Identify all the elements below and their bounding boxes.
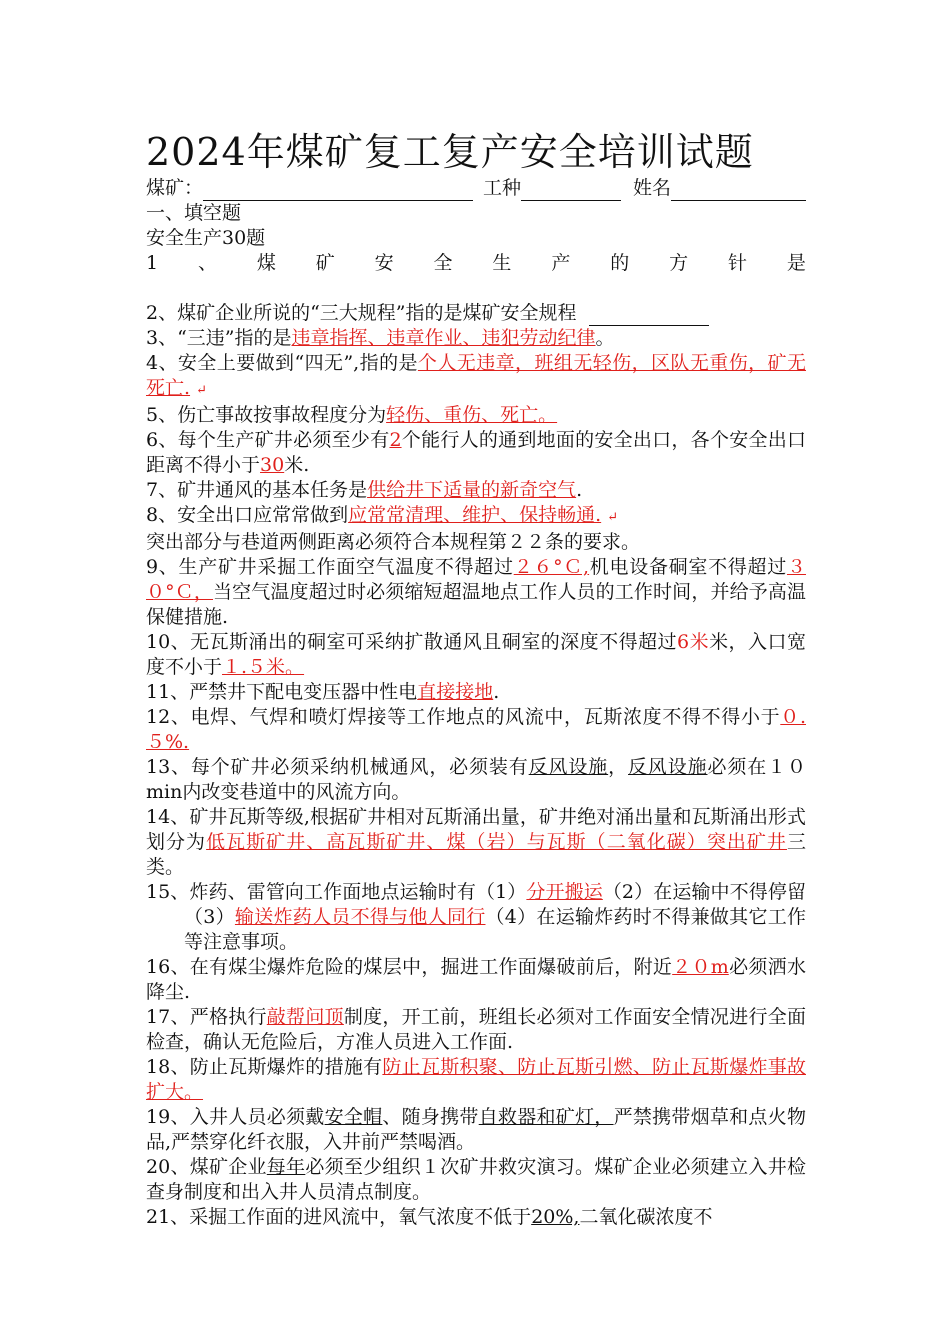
question-8: 8、安全出口应常常做到应常常清理、维护、保持畅通. ↵: [146, 504, 619, 526]
question-15: 15、炸药、雷管向工作面地点运输时有（1）分开搬运（2）在运输中不得停留（3）输送炸药人员不得与他人同行（4）在运输炸药时不得兼做其它工作等注意事项。: [146, 881, 806, 953]
question-16: 16、在有煤尘爆炸危险的煤层中，掘进工作面爆破前后，附近２０m必须洒水降尘.: [146, 956, 806, 1003]
mine-label: 煤矿：: [146, 177, 204, 199]
question-21: 21、采掘工作面的进风流中，氧气浓度不低于20%,二氧化碳浓度不: [146, 1206, 713, 1228]
edit-mark-icon: ↵: [607, 510, 619, 525]
question-20: 20、煤矿企业每年必须至少组织１次矿井救灾演习。煤矿企业必须建立入井检查身制度和出入井人员清点制度。: [146, 1156, 806, 1203]
mine-blank[interactable]: [203, 180, 473, 201]
question-13: 13、每个矿井必须采纳机械通风，必须装有反风设施，反风设施必须在１０min内改变巷道中的风流方向。: [146, 756, 806, 803]
question-1: 1 、 煤 矿 安 全 生 产 的 方 针 是: [146, 252, 806, 274]
question-4: 4、安全上要做到“四无”,指的是个人无违章，班组无轻伤，区队无重伤，矿无死亡. ↵: [146, 352, 806, 399]
job-label: 工种: [483, 177, 522, 199]
question-11: 11、严禁井下配电变压器中性电直接接地.: [146, 681, 500, 703]
question-2: 2、煤矿企业所说的“三大规程”指的是煤矿安全规程: [146, 301, 806, 326]
name-label: 姓名: [633, 177, 672, 199]
header-fields: [146, 176, 806, 201]
answer-blank[interactable]: [589, 307, 709, 326]
page-title: 2024年煤矿复工复产安全培训试题: [146, 130, 754, 174]
question-3: 3、“三违”指的是违章指挥、违章作业、违犯劳动纪律。: [146, 327, 615, 349]
question-18: 18、防止瓦斯爆炸的措施有防止瓦斯积聚、防止瓦斯引燃、防止瓦斯爆炸事故扩大。: [146, 1056, 806, 1103]
question-7: 7、矿井通风的基本任务是供给井下适量的新奇空气.: [146, 479, 583, 501]
question-14: 14、矿井瓦斯等级,根据矿井相对瓦斯涌出量，矿井绝对涌出量和瓦斯涌出形式划分为低瓦斯矿井、高瓦斯矿井、煤（岩）与瓦斯（二氧化碳）突出矿井三类。: [146, 806, 806, 878]
question-5: 5、伤亡事故按事故程度分为轻伤、重伤、死亡。: [146, 404, 558, 426]
question-8-continued: 突出部分与巷道两侧距离必须符合本规程第２２条的要求。: [146, 531, 641, 553]
question-12: 12、电焊、气焊和喷灯焊接等工作地点的风流中，瓦斯浓度不得不得小于０.５%.: [146, 706, 806, 753]
question-19: 19、入井人员必须戴安全帽、随身携带自救器和矿灯，严禁携带烟草和点火物品,严禁穿化纤衣服，入井前严禁喝酒。: [146, 1106, 806, 1153]
question-17: 17、严格执行敲帮问顶制度，开工前，班组长必须对工作面安全情况进行全面检查，确认无危险后，方准人员进入工作面.: [146, 1006, 806, 1053]
subsection-heading: 安全生产30题: [146, 227, 266, 249]
document-body: [146, 128, 806, 1230]
name-blank[interactable]: [671, 180, 806, 201]
question-6: 6、每个生产矿井必须至少有2个能行人的通到地面的安全出口，各个安全出口距离不得小于30米.: [146, 429, 806, 476]
section-heading: 一、填空题: [146, 202, 242, 224]
question-10: 10、无瓦斯涌出的硐室可采纳扩散通风且硐室的深度不得超过6米米，入口宽度不小于１.５米。: [146, 631, 806, 678]
blank-answer-area: [146, 276, 806, 301]
question-9: 9、生产矿井采掘工作面空气温度不得超过２６°Ｃ,机电设备硐室不得超过３０°Ｃ，当空气温度超过时必须缩短超温地点工作人员的工作时间，并给予高温保健措施.: [146, 556, 806, 628]
edit-mark-icon: ↵: [196, 383, 207, 398]
job-blank[interactable]: [521, 180, 621, 201]
